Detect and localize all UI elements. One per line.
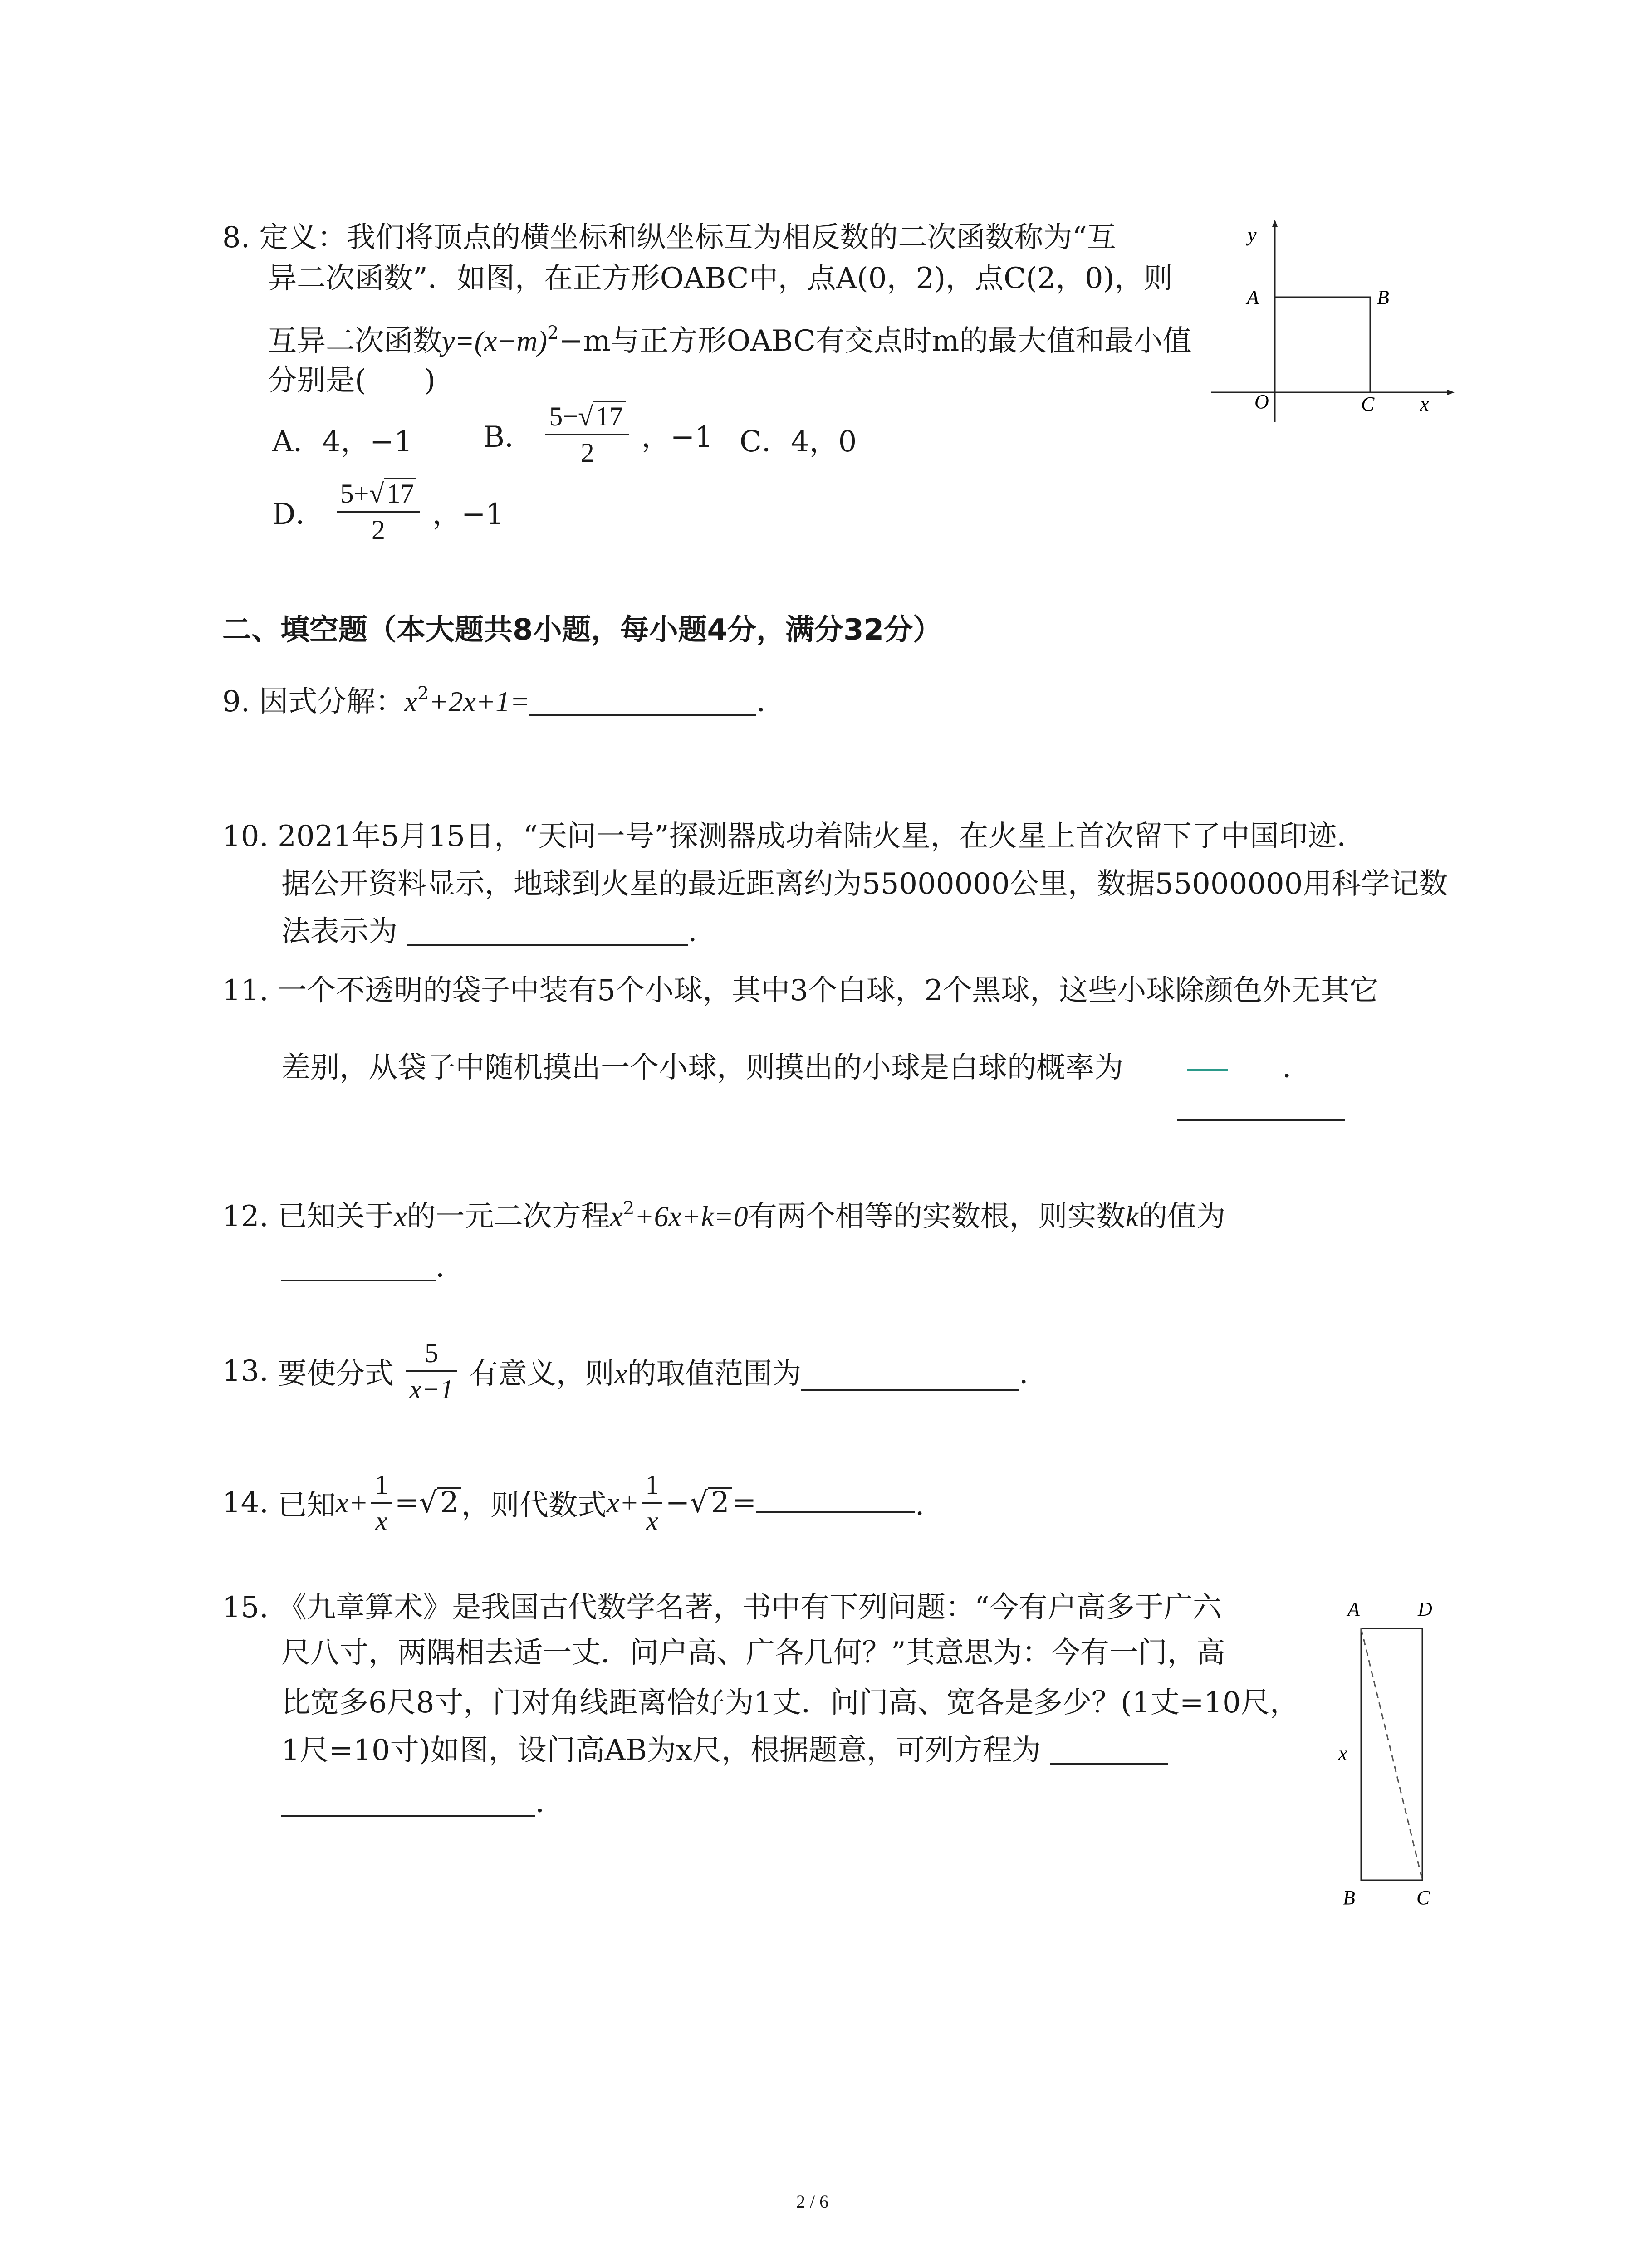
q15-fig-d-label: D: [1418, 1598, 1432, 1620]
q15-answer-blank-2[interactable]: [281, 1815, 535, 1817]
q10-line-1: 10. 2021年5月15日，“天问一号”探测器成功着陆火星，在火星上首次留下了中国印迹．: [222, 820, 1366, 853]
q15-fig-b-label: B: [1343, 1887, 1355, 1909]
q8-line-3: 互异二次函数$y=(x-m)^2-m$与正方形OABC有交点时m的最大值和最小值: [268, 323, 1192, 358]
q15-door-figure: [1334, 1592, 1461, 1919]
q10-line-3: 法表示为 ．: [281, 915, 717, 948]
q10-line-2: 据公开资料显示，地球到火星的最近距离约为55000000公里，数据55000000用科学记数: [281, 867, 1448, 901]
q15-line-4: 1尺=10寸)如图，设门高AB为x尺，根据题意，可列方程为: [281, 1730, 1168, 1770]
q8-option-b: B． $\frac{5-√ 17}{2}$ ，−1: [483, 399, 713, 470]
q15-answer-blank-1[interactable]: [1050, 1763, 1168, 1765]
q12-answer-blank[interactable]: [281, 1280, 436, 1281]
q10-answer-blank[interactable]: [407, 944, 688, 946]
q11-line-1: 11. 一个不透明的袋子中装有5个小球，其中3个白球，2个黑球，这些小球除颜色外无其它: [222, 974, 1379, 1007]
q12-line-1: 12. 已知关于x的一元二次方程$x^2+6x+k=0$有两个相等的实数根，则实数k的值为: [222, 1198, 1226, 1233]
q15-fig-x-label: x: [1338, 1742, 1347, 1765]
q8-fig-y-label: y: [1248, 224, 1257, 246]
q12-line-2: ．: [281, 1247, 465, 1287]
q14-fraction-1: $\frac{1}{x}$: [371, 1467, 392, 1538]
q8-fig-x-label: x: [1420, 393, 1429, 415]
page-number: 2 / 6: [796, 2191, 829, 2212]
q11-teal-mark: [1187, 1069, 1228, 1071]
q15-fig-c-label: C: [1416, 1887, 1430, 1909]
q11-line-2: 差别，从袋子中随机摸出一个小球，则摸出的小球是白球的概率为 ．: [281, 1051, 1312, 1085]
q8-line-1: [222, 218, 1116, 258]
q8-option-c: C．4，0: [740, 425, 857, 459]
q8-fig-b-label: B: [1377, 286, 1389, 308]
q15-line-1: 15. 《九章算术》是我国古代数学名著，书中有下列问题：“今有户高多于广六: [222, 1591, 1222, 1624]
q8-option-b-fraction: $\frac{5-√ 17}{2}$: [545, 399, 629, 470]
q8-option-a: A．4，−1: [272, 425, 413, 459]
q8-coordinate-figure: [1202, 213, 1456, 422]
q15-line-2: 尺八寸，两隅相去适一丈．问户高、广各几何？”其意思为：今有一门，高: [281, 1636, 1225, 1670]
q14: 14. 已知x+ $\frac{1}{x}$ =√2，则代数式x+ $\frac{1}{x}$ −√2= ．: [222, 1467, 944, 1538]
q8-option-d-fraction: $\frac{5+√ 17}{2}$: [337, 476, 421, 547]
q15-line-5: ．: [281, 1783, 564, 1823]
q8-line-4: 分别是( ): [268, 364, 436, 397]
q13-answer-blank[interactable]: [801, 1389, 1019, 1391]
q13-fraction: $\frac{5}{x-1}$: [406, 1336, 457, 1407]
q15-line-3: 比宽多6尺8寸，门对角线距离恰好为1丈．问门高、宽各是多少？(1丈=10尺，: [281, 1686, 1299, 1720]
q8-line-2: [268, 259, 1173, 298]
q8-fig-c-label: C: [1361, 393, 1375, 415]
q8-option-d: D． $\frac{5+√ 17}{2}$ ，−1: [272, 476, 504, 547]
q8-text-2: 异二次函数”．如图，在正方形OABC中，点A(0，2)，点C(2，0)，则: [268, 262, 1173, 295]
section-heading: 二、填空题（本大题共8小题，每小题4分，满分32分）: [222, 613, 942, 647]
q11-answer-blank[interactable]: [1177, 1119, 1345, 1121]
q8-fig-a-label: A: [1247, 286, 1259, 308]
q9: 9. 因式分解：$x^2+2x+1=$ ．: [222, 683, 786, 719]
q9-answer-blank[interactable]: [529, 714, 756, 716]
q8-number: 8.: [222, 221, 250, 254]
q8-fig-o-label: O: [1254, 391, 1269, 413]
q13: 13. 要使分式 $\frac{5}{x-1}$ 有意义，则x的取值范围为 ．: [222, 1336, 1048, 1407]
q15-fig-a-label: A: [1347, 1598, 1360, 1620]
q14-answer-blank[interactable]: [756, 1511, 915, 1513]
q8-text-1: 定义：我们将顶点的横坐标和纵坐标互为相反数的二次函数称为“互: [259, 221, 1117, 254]
q14-fraction-2: $\frac{1}{x}$: [642, 1467, 662, 1538]
